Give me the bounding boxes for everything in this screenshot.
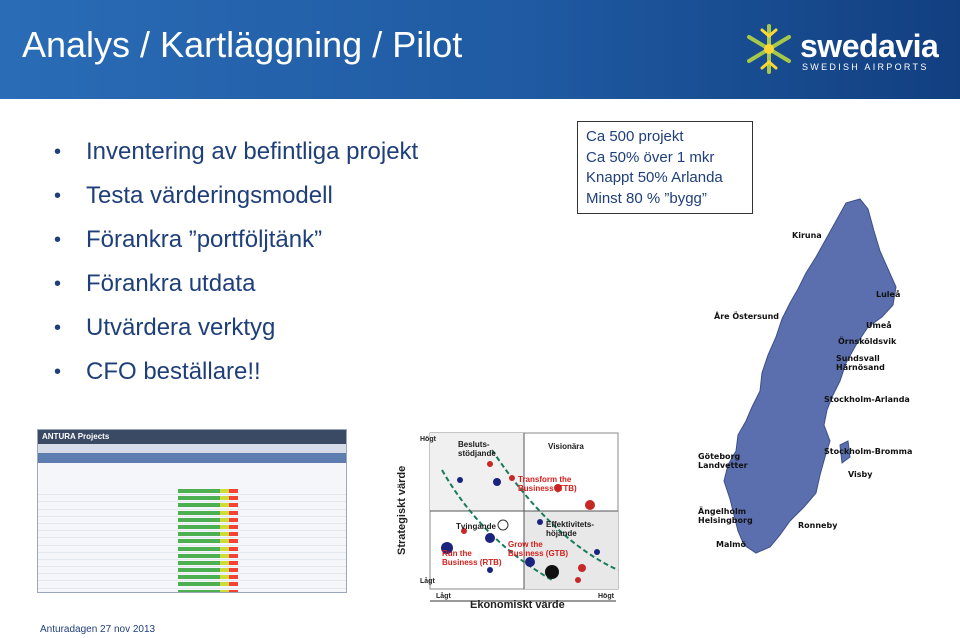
bullet-item: • Förankra ”portföljtänk” [54, 220, 418, 264]
city-label-bromma: Stockholm-Bromma [824, 447, 913, 456]
screenshot-row [38, 488, 346, 495]
title-banner [0, 0, 960, 99]
screenshot-row [38, 524, 346, 531]
screenshot-row [38, 510, 346, 517]
y-axis-low-label: Lågt [420, 578, 435, 585]
quadrant-label: Besluts- stödjande [458, 440, 496, 458]
city-label-malmo: Malmö [716, 540, 746, 549]
screenshot-row [38, 495, 346, 502]
screenshot-row [38, 502, 346, 509]
y-axis-high-label: Högt [420, 436, 436, 443]
screenshot-row [38, 517, 346, 524]
x-axis-high-label: Högt [598, 593, 614, 600]
bullet-item: • Förankra utdata [54, 264, 418, 308]
screenshot-row [38, 589, 346, 593]
screenshot-toolbar [38, 453, 346, 463]
snowflake-icon [742, 22, 796, 76]
info-line: Knappt 50% Arlanda [586, 169, 723, 186]
info-line: Ca 500 projekt [586, 128, 684, 145]
portfolio-matrix [402, 430, 624, 614]
city-label-are: Åre Östersund [714, 312, 779, 321]
y-axis-title-wrap [394, 455, 424, 575]
page-title: Analys / Kartläggning / Pilot [22, 24, 463, 65]
city-label-lulea: Luleå [876, 290, 901, 299]
bullet-item: • Testa värderingsmodell [54, 176, 418, 220]
city-label-arlanda: Stockholm-Arlanda [824, 395, 910, 404]
screenshot-row [38, 574, 346, 581]
logo-tagline: SWEDISH AIRPORTS [802, 62, 929, 72]
screenshot-brand: ANTURA Projects [42, 432, 110, 441]
info-line: Minst 80 % ”bygg” [586, 189, 707, 207]
city-label-kiruna: Kiruna [792, 231, 822, 240]
quadrant-label: Tvingande [456, 522, 497, 531]
antura-screenshot [37, 429, 347, 593]
sweden-airport-map [690, 195, 952, 615]
screenshot-row [38, 553, 346, 560]
quadrant-label: Visionära [548, 442, 584, 451]
city-label-ronneby: Ronneby [798, 521, 838, 530]
city-label-goteborg: Göteborg Landvetter [698, 452, 748, 470]
city-label-sundsvall: Sundsvall Härnösand [836, 354, 885, 372]
screenshot-header [38, 430, 346, 444]
bullet-item: • CFO beställare!! [54, 352, 418, 396]
quadrant-label: Run the Business (RTB) [442, 549, 502, 567]
city-label-visby: Visby [848, 470, 873, 479]
screenshot-row [38, 538, 346, 545]
swedavia-logo [742, 22, 939, 78]
x-axis-low-label: Lågt [436, 593, 451, 600]
info-line: Ca 50% över 1 mkr [586, 148, 715, 166]
bullet-item: • Inventering av befintliga projekt [54, 132, 418, 176]
screenshot-row [38, 567, 346, 574]
screenshot-row [38, 560, 346, 567]
screenshot-row [38, 531, 346, 538]
screenshot-tabs [38, 444, 346, 453]
screenshot-row [38, 581, 346, 588]
screenshot-rows [38, 488, 346, 593]
bullet-item: • Utvärdera verktyg [54, 308, 418, 352]
quadrant-label: Effektivitets- höjande [546, 520, 595, 538]
x-axis-title: Ekonomiskt värde [470, 599, 565, 611]
bullet-list [54, 132, 418, 396]
sweden-map-shape [690, 195, 952, 615]
city-label-umea: Umeå [866, 321, 892, 330]
quadrant-label: Transform the Business (TTB) [518, 475, 577, 493]
footer-text: Anturadagen 27 nov 2013 [40, 624, 156, 635]
city-label-angelholm: Ängelholm Helsingborg [698, 507, 753, 525]
quadrant-label: Grow the Business (GTB) [508, 540, 569, 558]
screenshot-row [38, 546, 346, 553]
logo-wordmark: swedavia [800, 28, 939, 64]
city-label-ornskoldsvik: Örnsköldsvik [838, 337, 897, 346]
y-axis-title: Strategiskt värde [396, 465, 408, 555]
